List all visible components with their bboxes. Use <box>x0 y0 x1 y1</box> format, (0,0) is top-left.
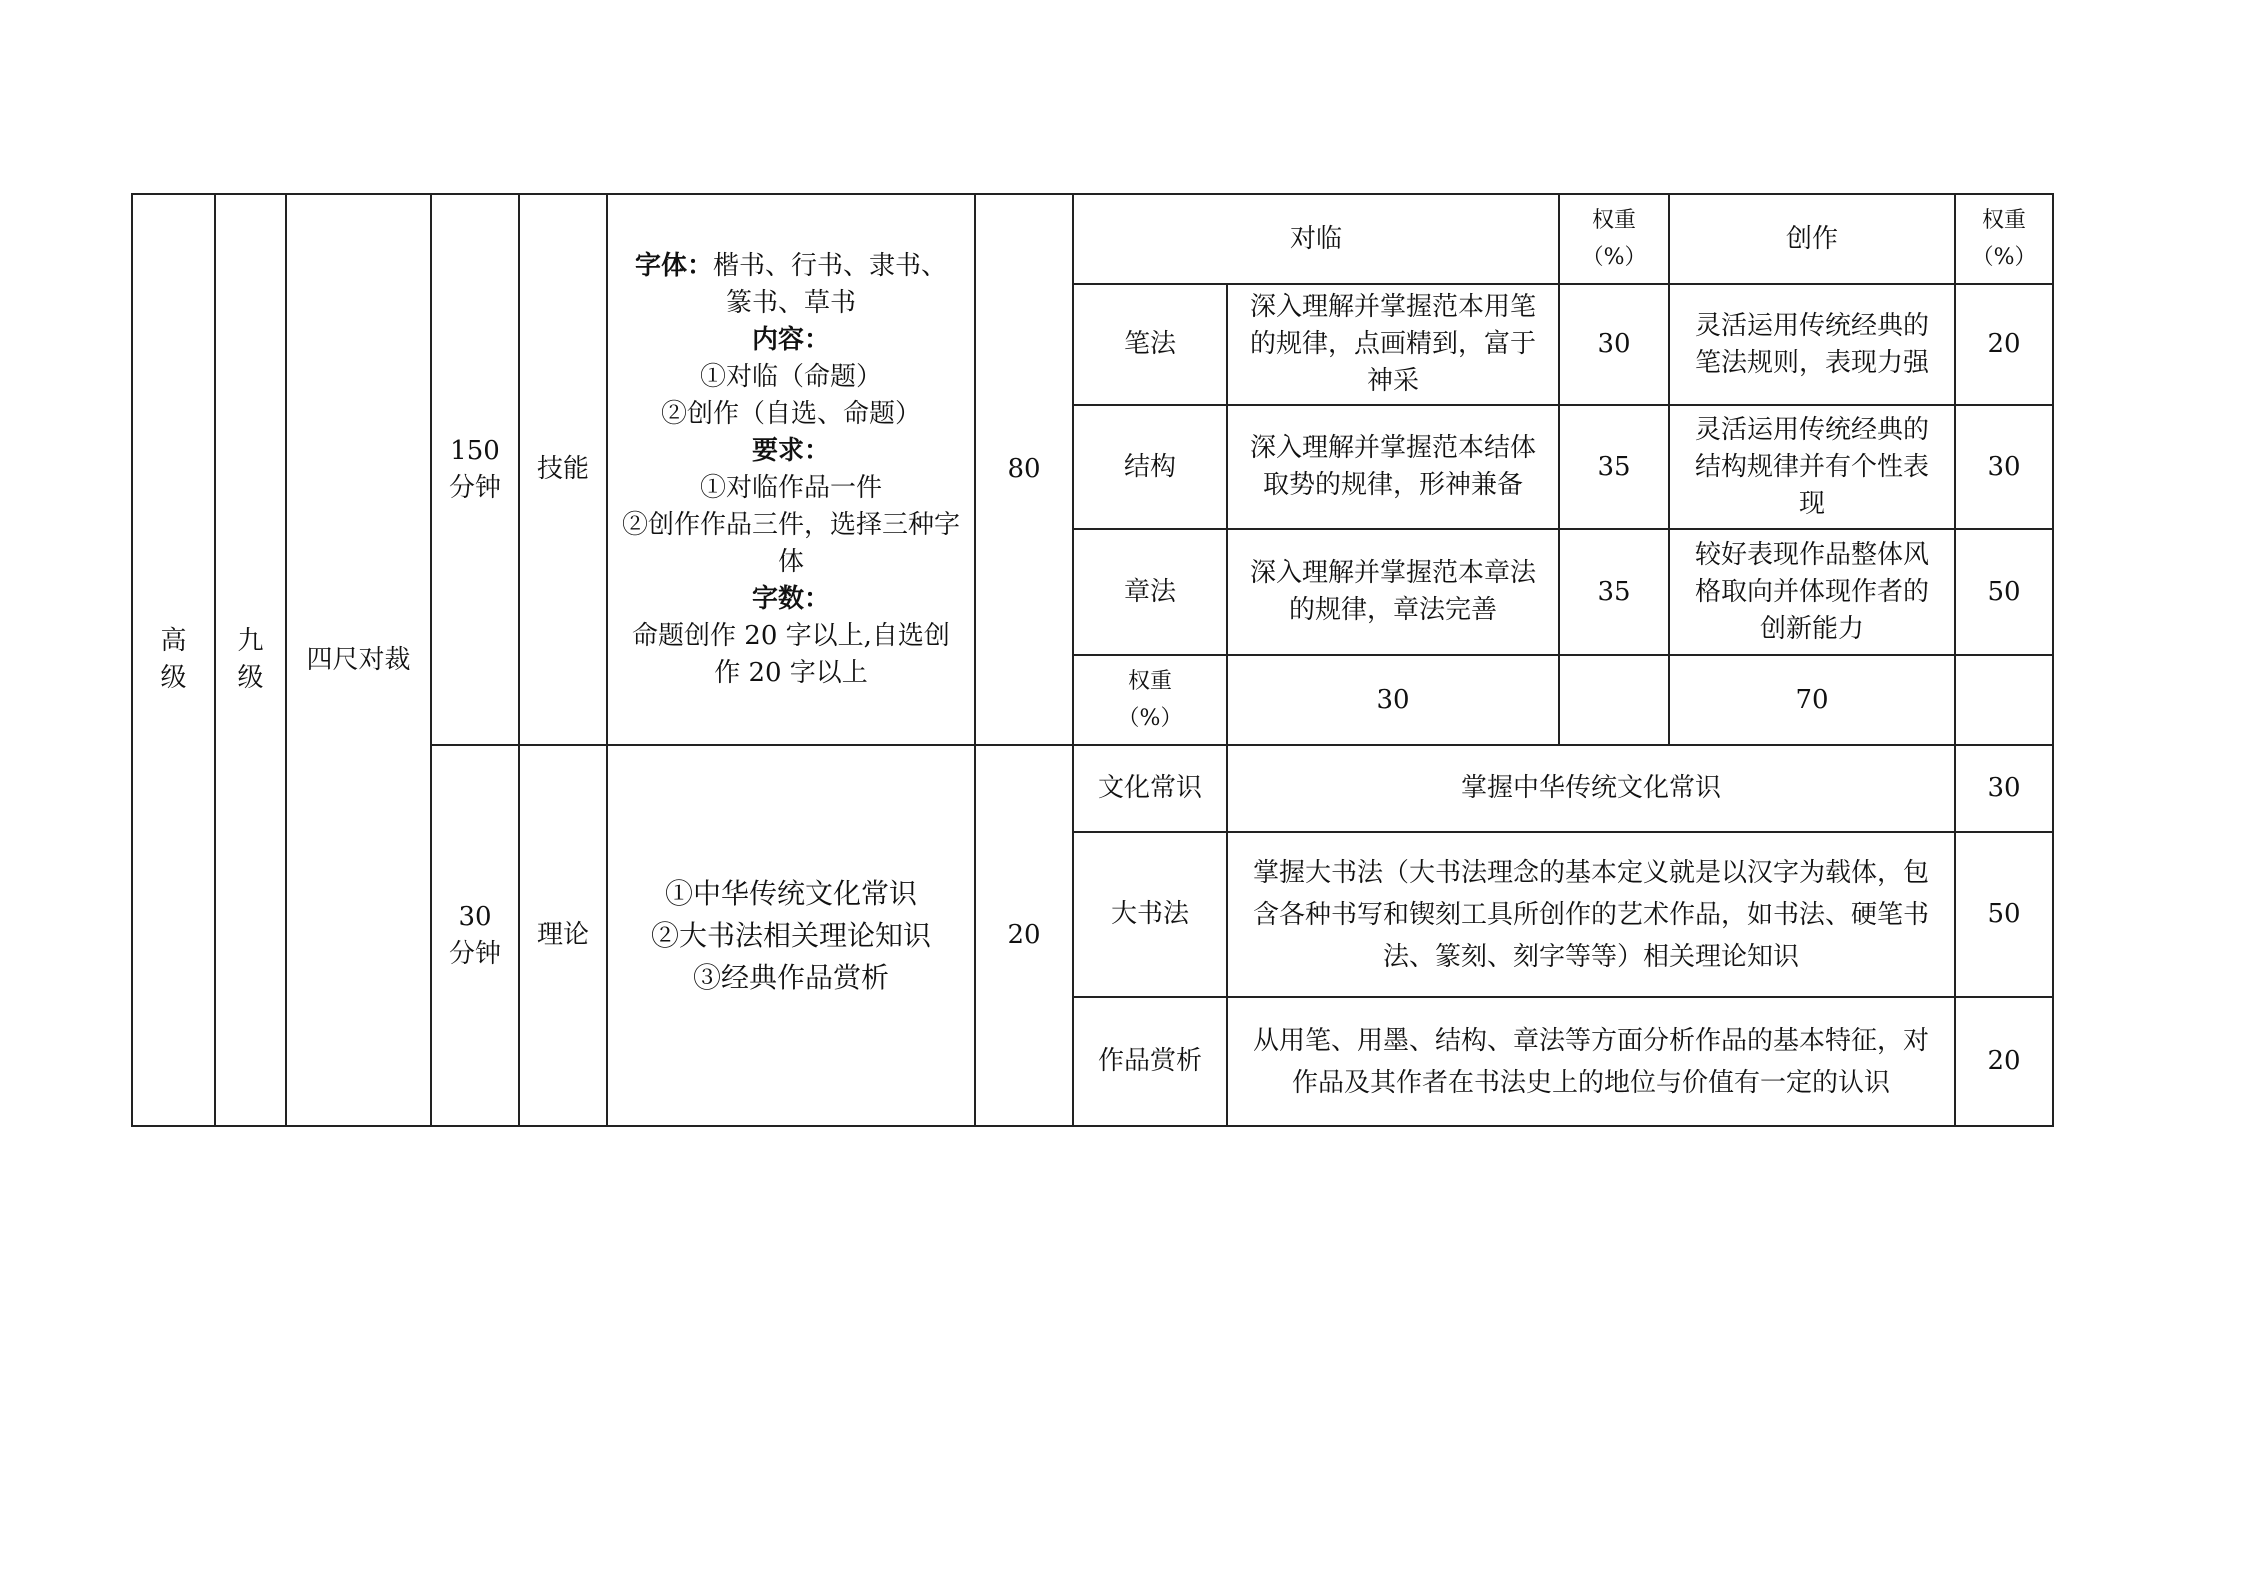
skill-score-cell: 80 <box>975 194 1073 745</box>
grade-char-1: 九 <box>237 626 264 656</box>
theory-item-name: 大书法 <box>1073 832 1227 997</box>
skill-time-cell: 150 分钟 <box>431 194 519 745</box>
create-header: 创作 <box>1669 194 1955 284</box>
criteria-name: 章法 <box>1073 529 1227 655</box>
create-description: 灵活运用传统经典的笔法规则，表现力强 <box>1669 284 1955 405</box>
copy-description: 深入理解并掌握范本章法的规律，章法完善 <box>1227 529 1559 655</box>
theory-item-description: 从用笔、用墨、结构、章法等方面分析作品的基本特征，对作品及其作者在书法史上的地位与价值有一定的认识 <box>1227 997 1955 1126</box>
skill-type-cell: 技能 <box>519 194 607 745</box>
grade-cell <box>215 194 286 1126</box>
weight-summary-empty <box>1559 655 1669 745</box>
theory-score-cell: 20 <box>975 745 1073 1126</box>
theory-item-description: 掌握大书法（大书法理念的基本定义就是以汉字为载体，包含各种书写和锲刻工具所创作的艺术作品，如书法、硬笔书法、篆刻、刻字等等）相关理论知识 <box>1227 832 1955 997</box>
skill-content-cell <box>607 194 975 745</box>
content-line: 要求： <box>751 435 830 466</box>
theory-item-weight: 50 <box>1955 832 2053 997</box>
content-line: ②创作作品三件，选择三种字体 <box>622 509 961 577</box>
copy-weight: 35 <box>1559 529 1669 655</box>
create-weight-header: 权重 （%） <box>1955 194 2053 284</box>
level-char-1: 高 <box>160 626 187 656</box>
level-char-2: 级 <box>160 663 187 693</box>
copy-weight: 35 <box>1559 405 1669 529</box>
theory-item-weight: 30 <box>1955 745 2053 832</box>
content-line: 内容： <box>751 324 830 355</box>
weight-summary-empty <box>1955 655 2053 745</box>
content-line: ①对临作品一件 <box>699 472 882 503</box>
theory-content-list <box>622 873 960 999</box>
content-line: ②大书法相关理论知识 <box>650 918 931 952</box>
theory-item-name: 文化常识 <box>1073 745 1227 832</box>
paper-size-cell: 四尺对裁 <box>286 194 431 1126</box>
create-weight: 50 <box>1955 529 2053 655</box>
theory-content-cell <box>607 745 975 1126</box>
content-line: ③经典作品赏析 <box>692 960 889 994</box>
create-weight: 20 <box>1955 284 2053 405</box>
theory-type-cell: 理论 <box>519 745 607 1126</box>
copy-description: 深入理解并掌握范本用笔的规律，点画精到，富于神采 <box>1227 284 1559 405</box>
content-line: 字数： <box>751 583 830 614</box>
weight-summary-create: 70 <box>1669 655 1955 745</box>
theory-item-weight: 20 <box>1955 997 2053 1126</box>
weight-summary-copy: 30 <box>1227 655 1559 745</box>
copy-header: 对临 <box>1073 194 1559 284</box>
criteria-name: 笔法 <box>1073 284 1227 405</box>
create-description: 较好表现作品整体风格取向并体现作者的创新能力 <box>1669 529 1955 655</box>
exam-standard-table <box>131 193 2054 1127</box>
level-cell <box>132 194 215 1126</box>
grade-char-2: 级 <box>237 663 264 693</box>
content-line: ①对临（命题） <box>699 361 882 392</box>
theory-item-name: 作品赏析 <box>1073 997 1227 1126</box>
content-line: ①中华传统文化常识 <box>664 876 917 910</box>
copy-description: 深入理解并掌握范本结体取势的规律，形神兼备 <box>1227 405 1559 529</box>
copy-weight-header: 权重 （%） <box>1559 194 1669 284</box>
content-line: ②创作（自选、命题） <box>660 398 921 429</box>
copy-weight: 30 <box>1559 284 1669 405</box>
weight-summary-label: 权重 （%） <box>1073 655 1227 745</box>
theory-time-cell: 30 分钟 <box>431 745 519 1126</box>
skill-content-list <box>622 248 960 692</box>
theory-item-description: 掌握中华传统文化常识 <box>1227 745 1955 832</box>
skill-header-row <box>132 194 2053 284</box>
create-description: 灵活运用传统经典的结构规律并有个性表现 <box>1669 405 1955 529</box>
content-line: 命题创作 20 字以上,自选创作 20 字以上 <box>632 620 950 688</box>
create-weight: 30 <box>1955 405 2053 529</box>
content-line: 字体：楷书、行书、隶书、篆书、草书 <box>634 250 948 318</box>
criteria-name: 结构 <box>1073 405 1227 529</box>
